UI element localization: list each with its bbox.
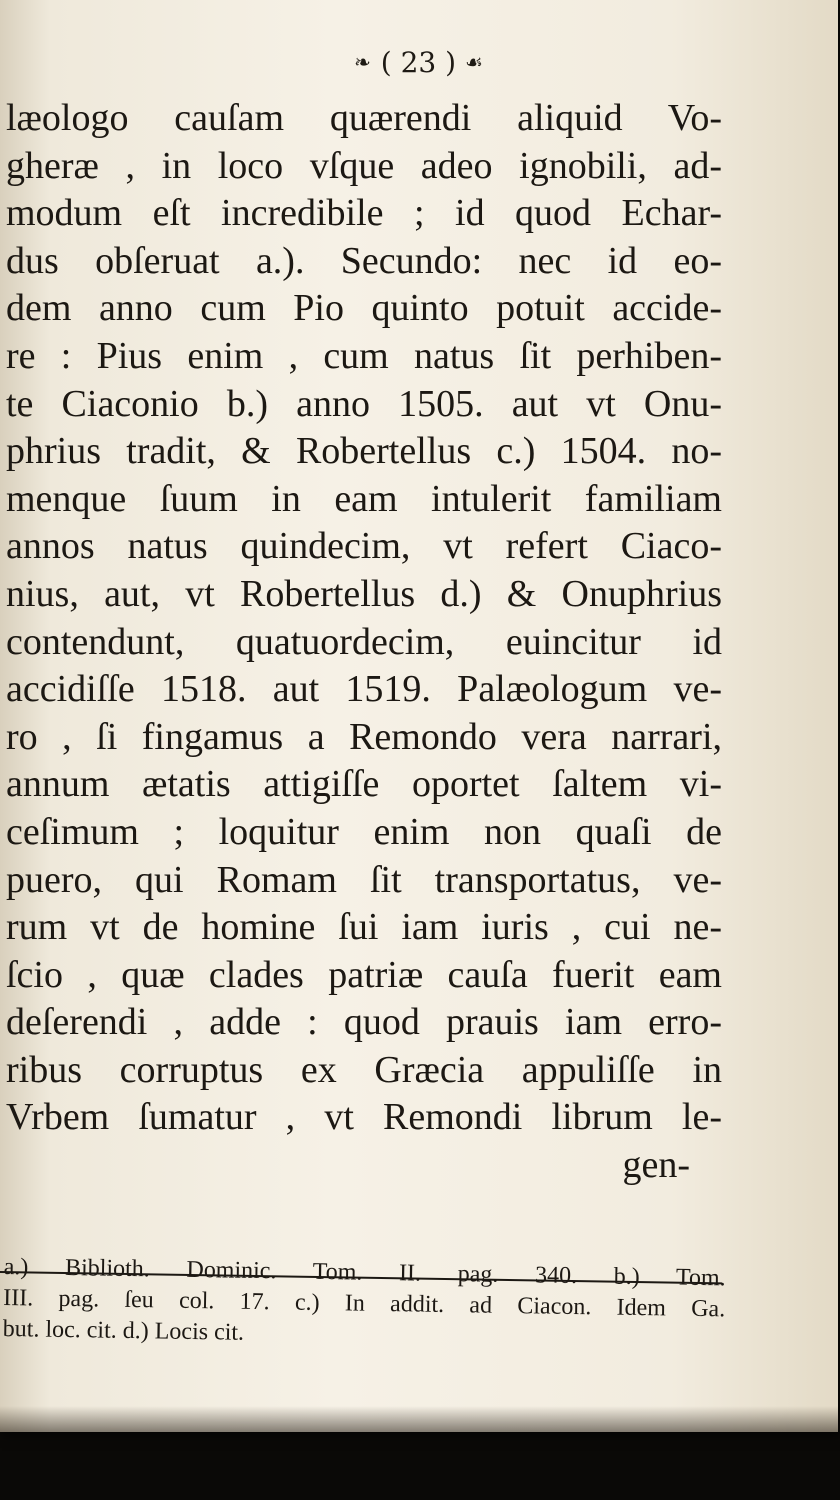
text-line: menque ſuum in eam intulerit familiam	[6, 477, 722, 520]
main-text	[6, 95, 722, 1190]
text-line: dus obſeruat a.). Secundo: nec id eo-	[6, 239, 722, 282]
text-line: læologo cauſam quærendi aliquid Vo-	[6, 97, 722, 139]
text-line: phrius tradit, & Robertellus c.) 1504. no-	[6, 430, 722, 473]
text-line: accidiſſe 1518. aut 1519. Palæologum ve-	[6, 668, 722, 711]
text-line: annos natus quindecim, vt refert Ciaco-	[6, 525, 722, 568]
text-line: ſcio , quæ clades patriæ cauſa fuerit eam	[6, 953, 722, 996]
text-line: dem anno cum Pio quinto potuit accide-	[6, 287, 722, 330]
text-line: puero, qui Romam ſit transportatus, ve-	[6, 858, 722, 901]
footnote-line: III. pag. ſeu col. 17. c.) In addit. ad Ciacon. Idem Ga.	[3, 1284, 726, 1323]
text-line: modum eſt incredibile ; id quod Echar-	[6, 192, 722, 235]
footnote-line: but. loc. cit. d.) Locis cit.	[2, 1315, 245, 1346]
text-line: re : Pius enim , cum natus ſit perhiben-	[6, 334, 722, 377]
catchword: gen-	[622, 1144, 690, 1187]
footnotes	[3, 1252, 726, 1356]
text-line: gheræ , in loco vſque adeo ignobili, ad-	[6, 144, 722, 187]
page-number: ( 23 )	[380, 46, 457, 79]
text-line: deſerendi , adde : quod prauis iam erro-	[6, 1001, 722, 1044]
left-ornament-icon: ❧	[354, 50, 372, 74]
running-header	[0, 46, 838, 79]
footnote-line: a.) Biblioth. Dominic. Tom. II. pag. 340. b.) Tom.	[3, 1253, 726, 1292]
text-line: ribus corruptus ex Græcia appuliſſe in	[6, 1048, 722, 1091]
text-line: ceſimum ; loquitur enim non quaſi de	[6, 810, 722, 853]
text-line: Vrbem ſumatur , vt Remondi librum le-	[6, 1096, 722, 1139]
text-line: nius, aut, vt Robertellus d.) & Onuphrius	[6, 572, 722, 615]
text-line: rum vt de homine ſui iam iuris , cui ne-	[6, 906, 722, 949]
text-line: ro , ſi fingamus a Remondo vera narrari,	[6, 715, 722, 758]
right-ornament-icon: ☙	[464, 50, 484, 74]
text-line: contendunt, quatuordecim, euincitur id	[6, 620, 722, 663]
text-line: te Ciaconio b.) anno 1505. aut vt Onu-	[6, 382, 722, 425]
text-line: annum ætatis attigiſſe oportet ſaltem vi-	[6, 763, 722, 806]
